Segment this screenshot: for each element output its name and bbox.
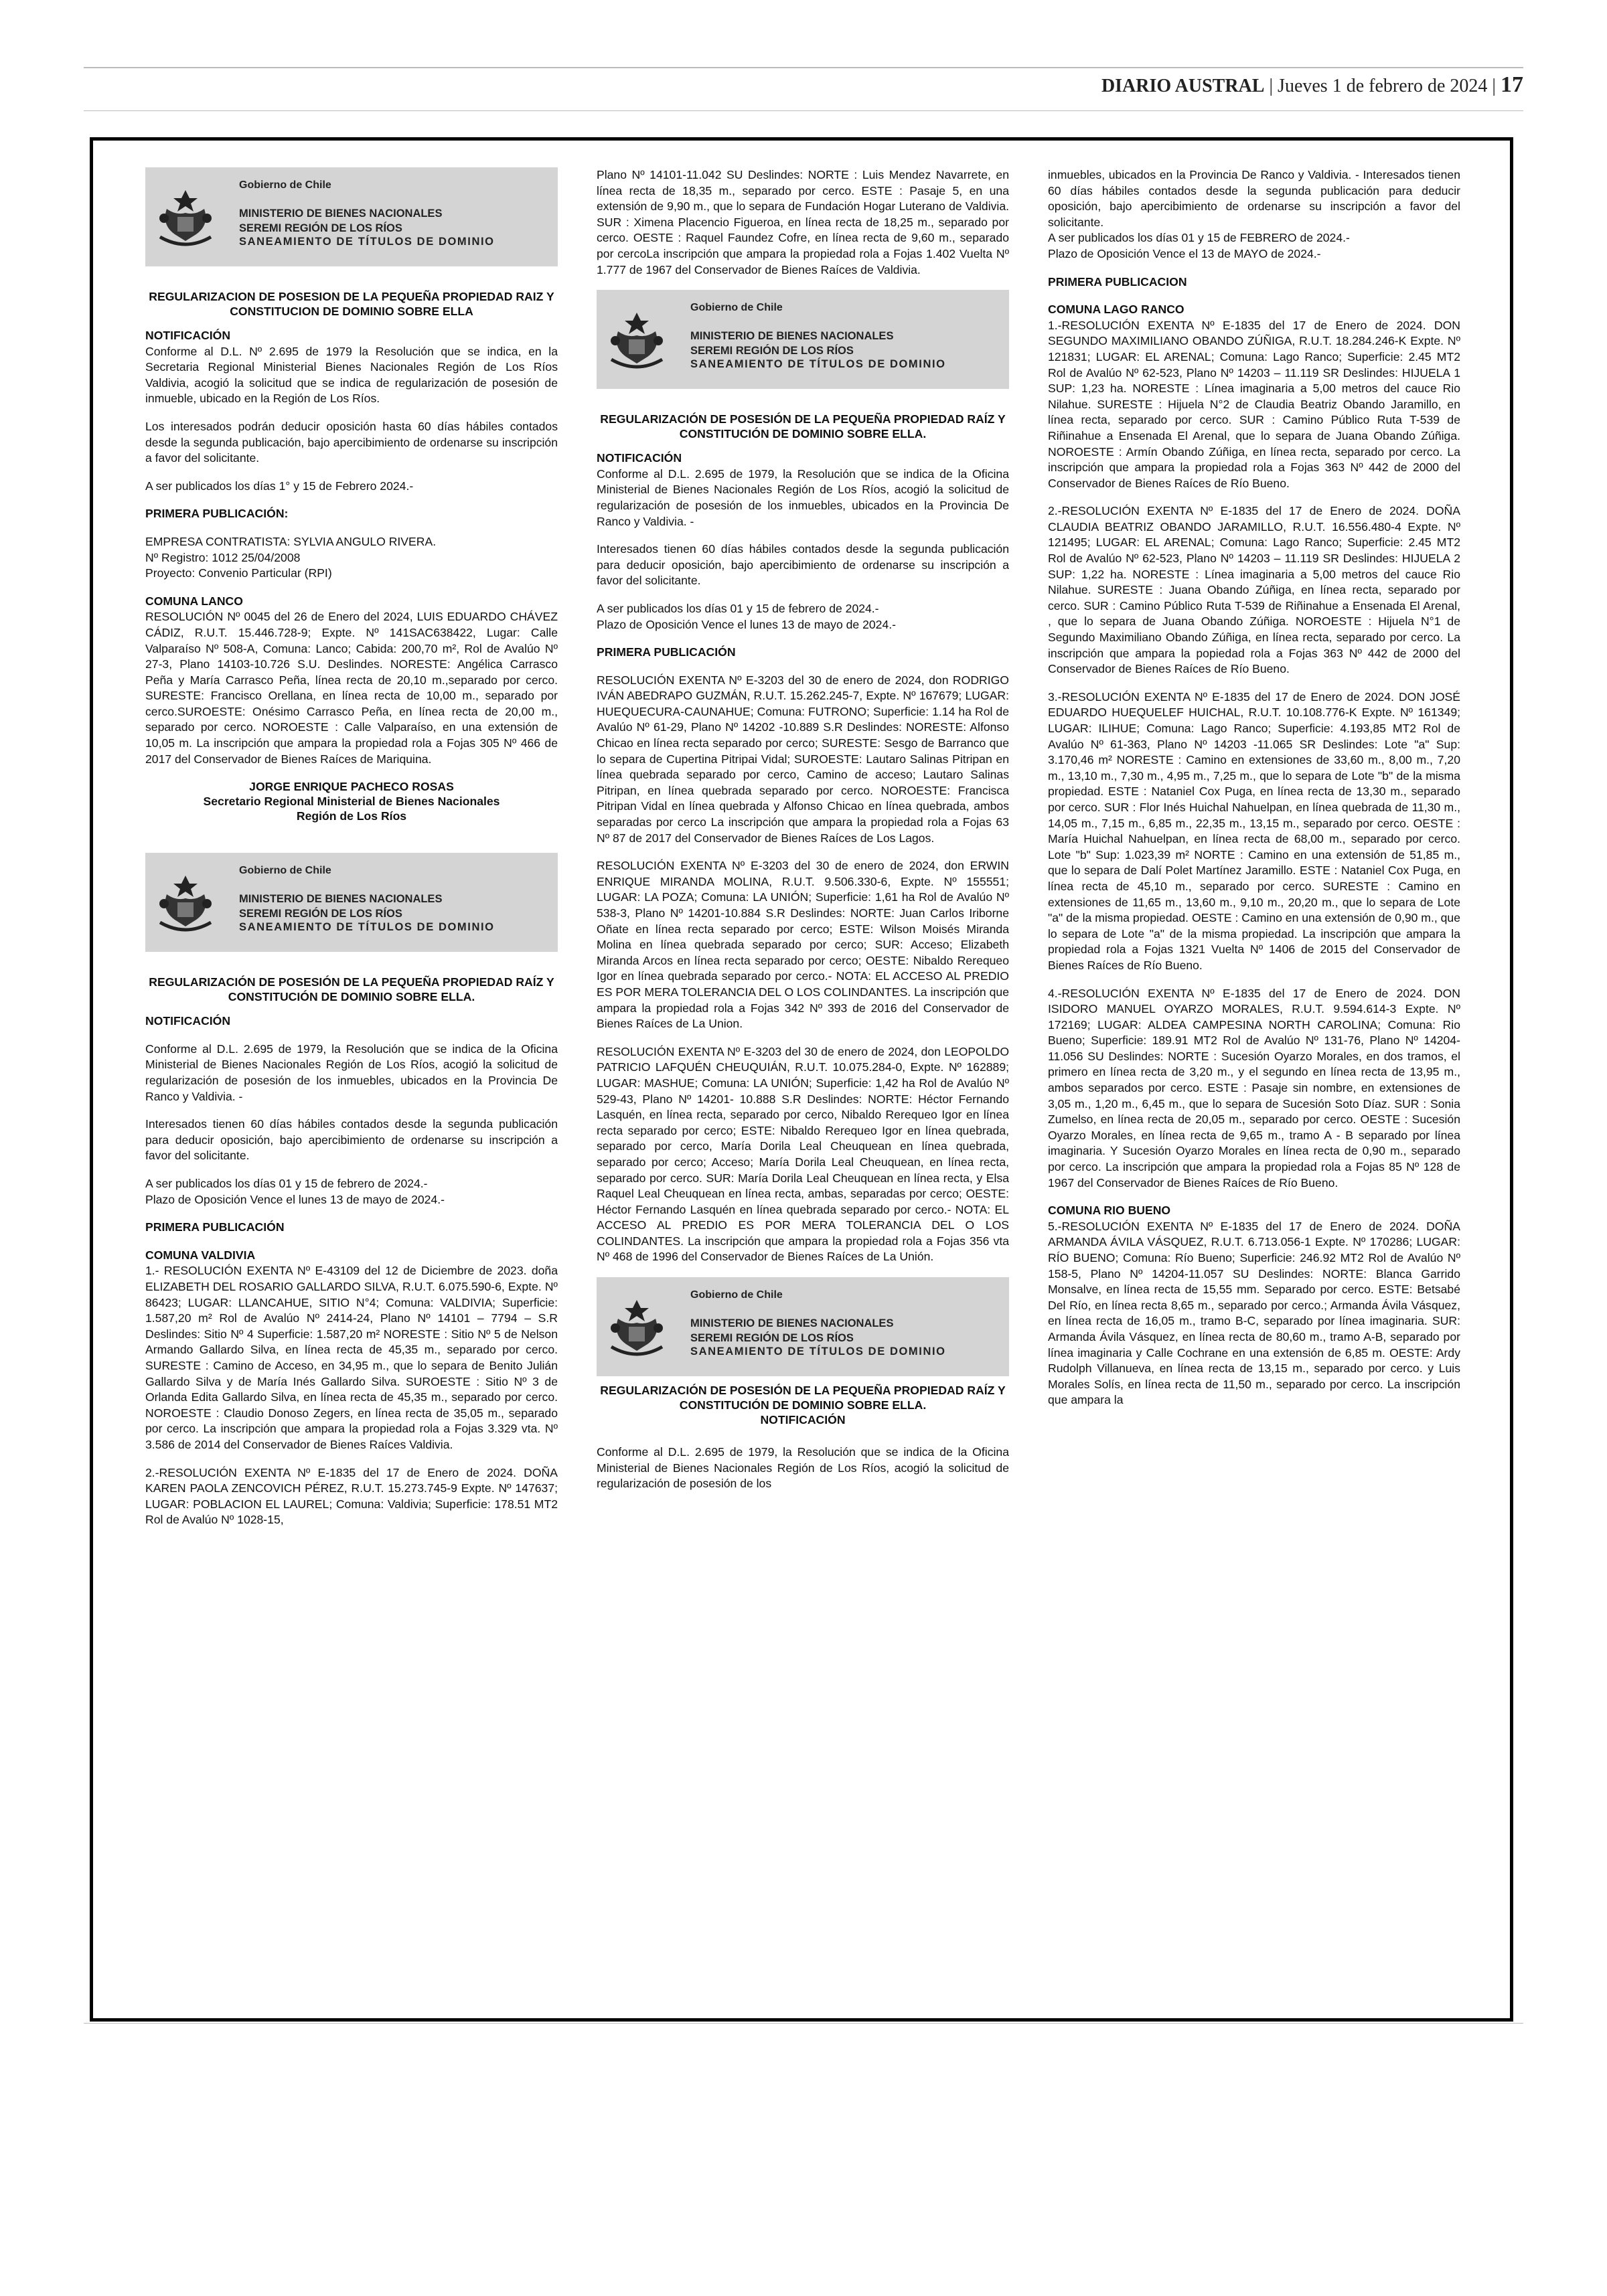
interesados-text: Interesados tienen 60 días hábiles contados desde la segunda publicación para deducir oposición, bajo apercibimiento de ordenarse su inscripción a favor del solicitante.: [145, 1117, 558, 1163]
lago-resolution-2: 2.-RESOLUCIÓN EXENTA Nº E-1835 del 17 de Enero de 2024. DOÑA CLAUDIA BEATRIZ OBANDO JARAMILLO, R.U.T. 16.556.480-4 Expte. Nº 121495; LUGAR: EL ARENAL; Comuna: Lago Ranco; Superficie: 2.45 MT2 Rol de Avalúo Nº 62-523, Plano Nº 14203 – 11.119 SR Deslindes: HIJUELA 2 SUP: 1,22 ha. NORESTE : Línea imaginaria a 5,00 metros del cauce Rio Nilahue. SURESTE : Juana Obando Zúñiga, en línea recta, separado por cerco. SUR : Camino Público Ruta T-539 de Riñinahue a Ensenada El Arenal, , que lo separa de Juana Obando Zúñiga. NOROESTE : Hijuela N°1 de Segundo Maximiliano Obando Zúñiga, en línea recta, separado por cerco. La inscripción que ampara la popiedad rola a Fojas 363 Nº 442 de 2000 del Conservador de Bienes Raíces de Río Bueno.: [1048, 504, 1460, 676]
coat-of-arms-icon: [155, 185, 216, 249]
notif-heading: NOTIFICACIÓN: [597, 451, 682, 465]
ministerio-label: MINISTERIO DE BIENES NACIONALES SEREMI REGIÓN DE LOS RÍOS: [239, 208, 443, 234]
valdivia-resolution-2: 2.-RESOLUCIÓN EXENTA Nº E-1835 del 17 de Enero de 2024. DOÑA KAREN PAOLA ZENCOVICH PÉREZ, R.U.T. 15.273.745-9 Expte. Nº 147637; LUGAR: POBLACION EL LAUREL; Comuna: Valdivia; Superficie: 178.51 MT2 Rol de Avalúo Nº 1028-15,: [145, 1465, 558, 1527]
publicados-text: A ser publicados los días 01 y 15 de FEBRERO de 2024.-: [1048, 231, 1350, 245]
notice-title: REGULARIZACIÓN DE POSESIÓN DE LA PEQUEÑA PROPIEDAD RAÍZ Y CONSTITUCIÓN DE DOMINIO SOBRE ELLA.: [600, 412, 1006, 441]
registro-line: Nº Registro: 1012 25/04/2008: [145, 550, 301, 564]
primera-heading: PRIMERA PUBLICACIÓN: [145, 1220, 285, 1234]
header-rule: [84, 110, 1523, 111]
ministerio-label: MINISTERIO DE BIENES NACIONALES SEREMI REGIÓN DE LOS RÍOS: [690, 1317, 894, 1345]
comuna-heading: COMUNA LANCO: [145, 594, 243, 608]
coat-of-arms-icon: [606, 1295, 668, 1359]
plazo-text: Plazo de Oposición Vence el 13 de MAYO de 2024.-: [1048, 246, 1321, 260]
gov-block: [597, 290, 1009, 389]
rio-resolution-5: 5.-RESOLUCIÓN EXENTA Nº E-1835 del 17 de Enero de 2024. DOÑA ARMANDA ÁVILA VÁSQUEZ, R.U.T. 6.713.056-1 Expte. Nº 170286; LUGAR: RÍO BUENO; Comuna: Río Bueno; Superficie: 246.92 MT2 Rol de Avalúo Nº 158-5, Plano Nº 14204-11.057 SU Deslindes: NORTE: Blanca Garrido Monsalve, en línea recta de 15,55 mm. Separado por cerco. ESTE: Betsabé Del Río, en línea recta 8,65 m., separado por cerco.; Armanda Ávila Vásquez, en línea recta de 16,05 m., tramo B-C, separado por línea imaginaria. SUR: Armanda Ávila Vásquez, en línea recta de 80,60 m., tramo A-B, separado por línea imaginaria y Calle Cochrane en una extensión de 6,85 m. OESTE: Ardy Rudolph Villanueva, en línea recta de 13,15 m., separado por cerco. y Luis Morales Solís, en línea recta de 11,50 m., separado por cerco. La inscripción que ampara la: [1048, 1219, 1460, 1407]
gobierno-label: Gobierno de Chile: [239, 865, 331, 877]
resolution-3: RESOLUCIÓN EXENTA Nº E-3203 del 30 de enero de 2024, don LEOPOLDO PATRICIO LAFQUÉN CHEUQUIÁN, R.U.T. 10.075.284-0, Expte. Nº 162889; LUGAR: MASHUE; Comuna: LA UNIÓN; Superficie: 1,42 ha Rol de Avalúo Nº 529-43, Plano Nº 14201- 10.888 S.R Deslindes: NORTE: Héctor Fernando Lasquén, en línea recta, separado por cerco, Nibaldo Rerequeo Igor en línea recta separado por cerco; ESTE: Nibaldo Rerequeo Igor en línea quebrada, separado por cerco, María Dorila Leal Cheuquean en línea quebrada, separado por cerco; Acceso; María Dorila Leal Cheuquean, en línea recta, separado por cerco. SUR: María Dorila Leal Cheuquean en línea recta, y Elsa Raquel Leal Cheuquean en línea recta, ambas, separadas por cerco; OESTE: Héctor Fernando Lasquén en línea quebrada separado por cerco.- NOTA: EL ACCESO AL PREDIO ES POR MERA TOLERANCIA DEL O LOS COLINDANTES. La inscripción que ampara la propiedad rola a Fojas 356 vta Nº 468 de 1996 del Conservador de Bienes Raíces de La Unión.: [597, 1044, 1009, 1264]
interesados-text: Los interesados podrán deducir oposición hasta 60 días hábiles contados desde la segunda publicación, bajo apercibimiento de ordenarse su inscripción a favor del solicitante.: [145, 419, 558, 465]
gobierno-label: Gobierno de Chile: [239, 179, 331, 191]
saneamiento-label: SANEAMIENTO DE TÍTULOS DE DOMINIO: [239, 921, 495, 934]
notif-text: Conforme al D.L. 2.695 de 1979, la Resolución que se indica de la Oficina Ministerial de Bienes Nacionales Región de Los Ríos, acogió la solicitud de regularización de posesión de los: [597, 1445, 1009, 1491]
saneamiento-label: SANEAMIENTO DE TÍTULOS DE DOMINIO: [690, 358, 946, 371]
signature: JORGE ENRIQUE PACHECO ROSAS Secretario Regional Ministerial de Bienes Nacionales Región de Los Ríos: [203, 780, 500, 823]
notif-heading: NOTIFICACIÓN: [145, 1014, 231, 1028]
bottom-rule: [84, 2023, 1523, 2024]
interesados-text: Interesados tienen 60 días hábiles contados desde la segunda publicación para deducir oposición, bajo apercibimiento de ordenarse su inscripción a favor del solicitante.: [597, 542, 1009, 588]
top-rule: [84, 67, 1523, 68]
ministerio-label: MINISTERIO DE BIENES NACIONALES SEREMI REGIÓN DE LOS RÍOS: [690, 330, 894, 357]
gov-block: [145, 167, 558, 266]
notif-heading: NOTIFICACIÓN: [145, 329, 231, 342]
lanco-resolution: RESOLUCIÓN Nº 0045 del 26 de Enero del 2024, LUIS EDUARDO CHÁVEZ CÁDIZ, R.U.T. 15.446.728-9; Expte. Nº 141SAC638422, Lugar: Calle Valparaíso Nº 508-A, Comuna: Lanco; Cabida: 200,70 m², Rol de Avalúo Nº 27-3, Plano 14103-10.726 S.U. Deslindes. NORESTE: Angélica Carrasco Peña y María Carrasco Peña, línea recta de 20,10 m.,separado por cerco. SURESTE: Francisco Orellana, en línea recta de 10,00 m., separado por cerco.SUROESTE: Onésimo Carrasco Peña, en línea recta de 20,00 m., separado por cerco. NOROESTE : Calle Valparaíso, en una extensión de 10,05 m. La inscripción que ampara la propiedad rola a Fojas 305 Nº 466 de 2017 del Conservador de Bienes Raíces de Mariquina.: [145, 610, 558, 766]
lago-resolution-1: 1.-RESOLUCIÓN EXENTA Nº E-1835 del 17 de Enero de 2024. DON SEGUNDO MAXIMILIANO OBANDO ZÚÑIGA, R.U.T. 18.284.246-K Expte. Nº 121831; LUGAR: EL ARENAL; Comuna: Lago Ranco; Superficie: 2.45 MT2 Rol de Avalúo Nº 62-523, Plano Nº 14203 – 11.119 SR Deslindes: HIJUELA 1 SUP: 1,23 ha. NORESTE : Línea imaginaria a 5,00 metros del cauce Rio Nilahue. SURESTE : Hijuela N°2 de Claudia Beatriz Obando Jaramillo, en línea recta, separado por cerco. SUR : Camino Público Ruta T-539 de Riñinahue a Ensenada El Arenal, que lo separa de Juana Obando Zúñiga. NOROESTE : Armín Obando Zúñiga, en línea recta, separado por cerco. La inscripción que ampara la propiedad rola a Fojas 363 Nº 442 de 2000 del Conservador de Bienes Raíces de Río Bueno.: [1048, 318, 1460, 490]
notif-text: Conforme al D.L. 2.695 de 1979, la Resolución que se indica de la Oficina Ministerial de Bienes Nacionales Región de Los Ríos, acogió la solicitud de regularización de posesión de los inmuebles, ubicados en la Provincia De Ranco y Valdivia. -: [145, 1042, 558, 1103]
coat-of-arms-icon: [155, 870, 216, 934]
notice-title: REGULARIZACIÓN DE POSESIÓN DE LA PEQUEÑA PROPIEDAD RAÍZ Y CONSTITUCIÓN DE DOMINIO SOBRE ELLA.: [600, 1384, 1006, 1412]
publicados-text: A ser publicados los días 01 y 15 de febrero de 2024.-: [145, 1177, 428, 1190]
column-3: [1048, 167, 1460, 1998]
empresa-line: EMPRESA CONTRATISTA: SYLVIA ANGULO RIVERA.: [145, 534, 437, 548]
comuna-heading: COMUNA RIO BUENO: [1048, 1204, 1171, 1218]
comuna-heading: COMUNA LAGO RANCO: [1048, 303, 1184, 317]
lago-resolution-3: 3.-RESOLUCIÓN EXENTA Nº E-1835 del 17 de Enero de 2024. DON JOSÉ EDUARDO HUEQUELEF HUICHAL, R.U.T. 10.108.776-K Expte. Nº 161349; LUGAR: ILIHUE; Comuna: Lago Ranco; Superficie: 4.193,85 MT2 Rol de Avalúo Nº 61-363, Plano Nº 14203 -11.065 SR Deslindes: Lote "a" Sup: 3.170,46 m² NORESTE : Camino en extensiones de 33,60 m., 8,00 m., 7,20 m., 13,10 m., 7,30 m., 4,95 m., 7,25 m., que lo separa de Lote "b" de la misma propiedad. ESTE : Nataniel Cox Puga, en línea recta de 13,30 m., separado por cerco. SUR : Flor Inés Huichal Nahuelpan, en línea quebrada de 11,30 m., 14,05 m., 7,15 m., 6,85 m., 22,35 m., 13,15 m., separado por cerco. OESTE : María Huichal Nahuelpan, en línea recta de 68,00 m., separado por cerco. Lote "b" Sup: 1.023,39 m² NORTE : Camino en una extensión de 51,85 m., que lo separa de Dalí Polet Martínez Jaramillo. ESTE : Nataniel Cox Puga, en línea recta de 45,10 m., separado por cerco. SURESTE : Camino en extensiones de 11,65 m., 13,60 m., 9,10 m., 20,20 m., que lo separa de Lote "a" de la misma propiedad. OESTE : Camino en una extensión de 0,90 m., que lo separa de Lote "a" de la misma propiedad. La inscripción que ampara la propiedad rola a Fojas 1321 Vuelta Nº 1406 de 2015 del Conservador de Bienes Raíces de Río Bueno.: [1048, 689, 1460, 972]
plazo-text: Plazo de Oposición Vence el lunes 13 de mayo de 2024.-: [145, 1192, 445, 1206]
column-1: [145, 167, 558, 1998]
masthead-date: Jueves 1 de febrero de 2024: [1278, 76, 1488, 96]
resolution-2: RESOLUCIÓN EXENTA Nº E-3203 del 30 de enero de 2024, don ERWIN ENRIQUE MIRANDA MOLINA, R.U.T. 9.506.330-6, Expte. Nº 155551; LUGAR: LA POZA; Comuna: LA UNIÓN; Superficie: 1,61 ha Rol de Avalúo Nº 538-3, Plano Nº 14201-10.884 S.R Deslindes: NORTE: Juan Carlos Iriborne Oñate en línea recta separado por cerco; ESTE: Wilson Moisés Miranda Molina en línea quebrada separado por cerco; SUR: Acceso; Elizabeth Miranda Arcos en línea recta separado por cerco; OESTE: Nibaldo Rerequeo Igor en línea quebrada separado por cerco.- NOTA: EL ACCESO AL PREDIO ES POR MERA TOLERANCIA DEL O LOS COLINDANTES. La inscripción que ampara la propiedad rola a Fojas 342 Nº 393 de 2016 del Conservador de Bienes Raíces de La Union.: [597, 859, 1009, 1031]
valdivia-resolution-1: 1.- RESOLUCIÓN EXENTA Nº E-43109 del 12 de Diciembre de 2023. doña ELIZABETH DEL ROSARIO GALLARDO SILVA, R.U.T. 6.075.590-6, Expte. Nº 86423; LUGAR: LLANCAHUE, SITIO N°4; Comuna: VALDIVIA; Superficie: 1.587,20 m² Rol de Avalúo Nº 2414-24, Plano Nº 14101 – 7794 – S.R Deslindes: Sitio Nº 4 Superficie: 1.587,20 m² NORESTE : Sitio Nº 5 de Nelson Armando Gallardo Silva, en línea recta de 45,35 m., separado por cerco. SURESTE : Camino de Acceso, en 34,95 m., que lo separa de Benito Julián Gallardo Silva y de María Inés Gallardo Silva. SUROESTE : Sitio Nº 3 de Orlanda Edita Gallardo Silva, en línea recta de 45,35 m., separado por cerco. NOROESTE : Claudio Donoso Zegers, en línea recta de 35,05 m., separado por cerco. La inscripción que ampara la propiedad rola a Fojas 3.329 vta. Nº 3.586 de 2014 del Conservador de Bienes Raíces Valdivia.: [145, 1264, 558, 1451]
notif-text: Conforme al D.L. 2.695 de 1979, la Resolución que se indica de la Oficina Ministerial de Bienes Nacionales Región de Los Ríos, acogió la solicitud de regularización de posesión de los inmuebles, ubicados en la Provincia De Ranco y Valdivia. -: [597, 467, 1009, 528]
continued-text: Plano Nº 14101-11.042 SU Deslindes: NORTE : Luis Mendez Navarrete, en línea recta de 18,35 m., separado por cerco. ESTE : Pasaje 5, en una extensión de 9,90 m., que lo separa de Fundación Hogar Luterano de Valdivia. SUR : Ximena Placencio Figueroa, en línea recta de 18,25 m., separado por cerco. OESTE : Raquel Faundez Cofre, en línea recta de 9,60 m., separado por cercoLa inscripción que ampara la propiedad rola a Fojas 1.402 Vuelta Nº 1.777 de 1967 del Conservador de Bienes Raíces de Valdivia.: [597, 168, 1009, 276]
gobierno-label: Gobierno de Chile: [690, 302, 783, 314]
primera-heading: PRIMERA PUBLICACIÓN: [597, 645, 736, 659]
saneamiento-label: SANEAMIENTO DE TÍTULOS DE DOMINIO: [690, 1345, 946, 1358]
saneamiento-label: SANEAMIENTO DE TÍTULOS DE DOMINIO: [239, 236, 495, 248]
notice-title: REGULARIZACION DE POSESION DE LA PEQUEÑA PROPIEDAD RAIZ Y CONSTITUCION DE DOMINIO SOBRE ELLA: [149, 290, 554, 318]
masthead: DIARIO AUSTRAL | Jueves 1 de febrero de 2024 | 17: [1101, 72, 1523, 97]
column-2: [597, 167, 1009, 1998]
publicados-text: A ser publicados los días 01 y 15 de febrero de 2024.-: [597, 601, 879, 615]
notif-heading: NOTIFICACIÓN: [760, 1413, 846, 1427]
comuna-heading: COMUNA VALDIVIA: [145, 1248, 256, 1262]
primera-heading: PRIMERA PUBLICACIÓN:: [145, 507, 289, 521]
gobierno-label: Gobierno de Chile: [690, 1289, 783, 1301]
publicados-text: A ser publicados los días 1° y 15 de Febrero 2024.-: [145, 479, 414, 493]
notice-title: REGULARIZACIÓN DE POSESIÓN DE LA PEQUEÑA PROPIEDAD RAÍZ Y CONSTITUCIÓN DE DOMINIO SOBRE ELLA.: [149, 975, 554, 1004]
page-number: 17: [1501, 72, 1523, 97]
lago-resolution-4: 4.-RESOLUCIÓN EXENTA Nº E-1835 del 17 de Enero de 2024. DON ISIDORO MANUEL OYARZO MORALES, R.U.T. 9.594.614-3 Expte. Nº 172169; LUGAR: ALDEA CAMPESINA NORTH CAROLINA; Comuna: Rio Bueno; Superficie: 189.91 MT2 Rol de Avalúo Nº 131-76, Plano Nº 14204-11.056 SU Deslindes: NORTE : Sucesión Oyarzo Morales, en dos tramos, el primero en línea recta de 3,20 m., y el segundo en línea recta de 13,95 m., ambos separados por cerco. ESTE : Pasaje sin nombre, en extensiones de 3,05 m., 1,20 m., 6,45 m., que lo separa de Sucesión Soto Díaz. SUR : Sonia Zumelso, en línea recta de 20,05 m., separado por cerco. OESTE : Sucesión Oyarzo Morales, en línea recta de 9,65 m., tramo A - B separado por línea imaginaria. Y Sucesión Oyarzo Morales en línea recta de 0,90 m., separado por cerco. La inscripción que ampara la propiedad rola a Fojas 85 Nº 128 de 1967 del Conservador de Bienes Raíces de Río Bueno.: [1048, 986, 1460, 1190]
notif-text: Conforme al D.L. Nº 2.695 de 1979 la Resolución que se indica, en la Secretaria Regional Ministerial Bienes Nacionales Región de Los Ríos Valdivia, acogió la solicitud que se indica de regularización de posesión de inmueble, ubicado en la Región de Los Ríos.: [145, 344, 558, 406]
plazo-text: Plazo de Oposición Vence el lunes 13 de mayo de 2024.-: [597, 617, 896, 631]
proyecto-line: Proyecto: Convenio Particular (RPI): [145, 566, 332, 580]
ministerio-label: MINISTERIO DE BIENES NACIONALES SEREMI REGIÓN DE LOS RÍOS: [239, 893, 443, 920]
legal-notices-frame: [90, 137, 1513, 2022]
gov-block: [145, 853, 558, 952]
resolution-1: RESOLUCIÓN EXENTA Nº E-3203 del 30 de enero de 2024, don RODRIGO IVÁN ABEDRAPO GUZMÁN, R.U.T. 15.262.245-7, Expte. Nº 167679; LUGAR: HUEQUECURA-CAUNAHUE; Comuna: FUTRONO; Superficie: 1.14 ha Rol de Avalúo Nº 61-29, Plano Nº 14202 -10.889 S.R Deslindes: NORESTE: Alfonso Chicao en línea recta separado por cerco; SURESTE: Sesgo de Barranco que lo separa de Cupertina Pitripai Vidal; SUROESTE: Lautaro Salinas Pitripan en línea quebrada separado por cerco, Camino de acceso; Lautaro Salinas Pitripan, en línea quebrada separado por cerco. NOROESTE: Francisca Pitripan Vidal en línea quebrada y Alfonso Chicao en línea quebrada, ambos separadas por cerco La inscripción que ampara la propiedad rola a Fojas 63 Nº 87 de 2017 del Conservador de Bienes Raíces de Los Lagos.: [597, 673, 1009, 845]
coat-of-arms-icon: [606, 307, 668, 372]
primera-heading: PRIMERA PUBLICACION: [1048, 274, 1187, 289]
continued-text: inmuebles, ubicados en la Provincia De Ranco y Valdivia. - Interesados tienen 60 días hábiles contados desde la segunda publicación para deducir oposición, bajo apercibimiento de ordenarse su inscripción a favor del solicitante.: [1048, 168, 1460, 229]
gov-block: [597, 1277, 1009, 1376]
masthead-paper: DIARIO AUSTRAL: [1101, 76, 1265, 96]
